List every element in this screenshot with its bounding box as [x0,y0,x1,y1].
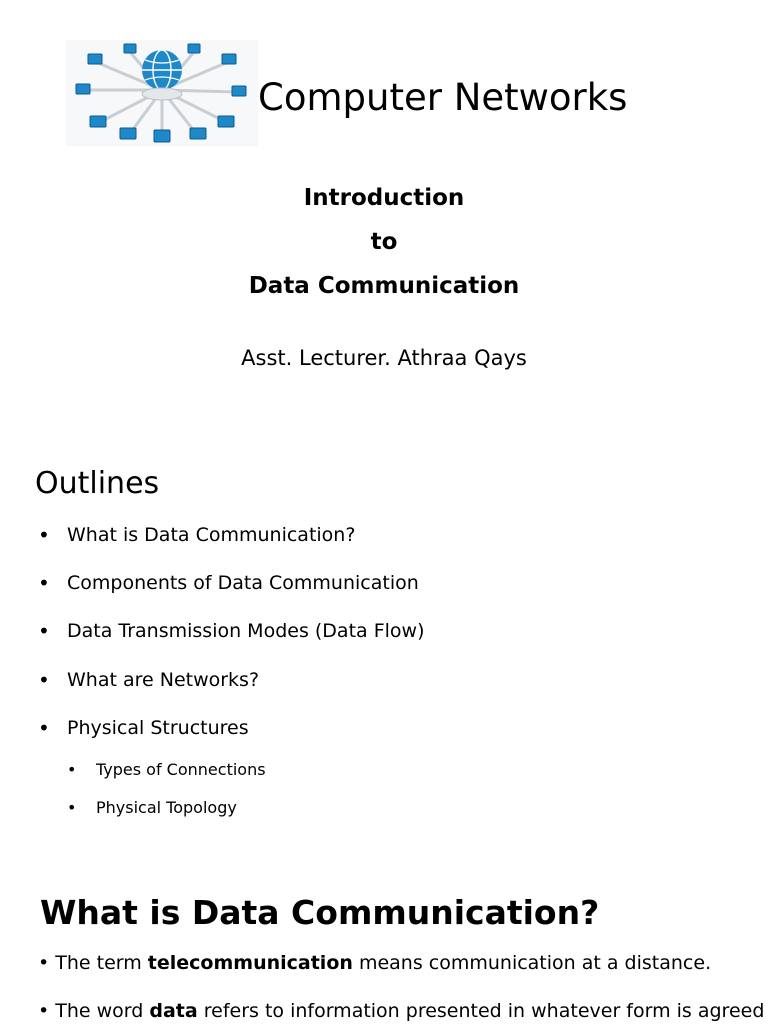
outline-item [0,713,768,743]
subtitle-line-1: Introduction [303,185,465,211]
outline-heading: Outlines [35,466,160,501]
paragraph-prefix: • The word [38,1000,150,1022]
paragraph-bold-term: telecommunication [147,952,353,974]
paragraph-suffix: refers to information presented in whatever form is agreed [197,1000,765,1022]
outline-item-label: Physical Structures [67,717,249,739]
bullet-icon: • [38,571,50,595]
bullet-icon: • [67,760,77,779]
bullet-icon: • [38,716,50,740]
outline-item-label: Data Transmission Modes (Data Flow) [67,620,425,642]
paragraph-prefix: • The term [38,952,148,974]
outline-item-label: What is Data Communication? [67,524,356,546]
outline-item-label: Components of Data Communication [67,572,419,594]
outline-item [0,665,768,695]
outline-sub-item-label: Types of Connections [96,760,266,779]
outline-item [0,520,768,550]
bullet-icon: • [38,619,50,643]
outline-sub-item [0,755,768,785]
outline-sub-item [0,793,768,823]
bullet-icon: • [38,523,50,547]
presenter-name: Asst. Lecturer. Athraa Qays [241,346,527,370]
paragraph-data [38,996,764,1024]
subtitle-line-3: Data Communication [248,273,520,299]
computer-network-globe-icon [66,40,258,146]
subtitle-line-2: to [370,229,398,255]
paragraph-bold-term: data [149,1000,198,1022]
outline-item [0,616,768,646]
presentation-title: Computer Networks [258,76,628,119]
outline-sub-item-label: Physical Topology [96,798,237,817]
bullet-icon: • [38,668,50,692]
outline-item [0,568,768,598]
bullet-icon: • [67,798,77,817]
outline-item-label: What are Networks? [67,669,260,691]
paragraph-telecommunication [38,948,711,978]
section-heading: What is Data Communication? [40,893,600,932]
paragraph-suffix: means communication at a distance. [352,952,712,974]
